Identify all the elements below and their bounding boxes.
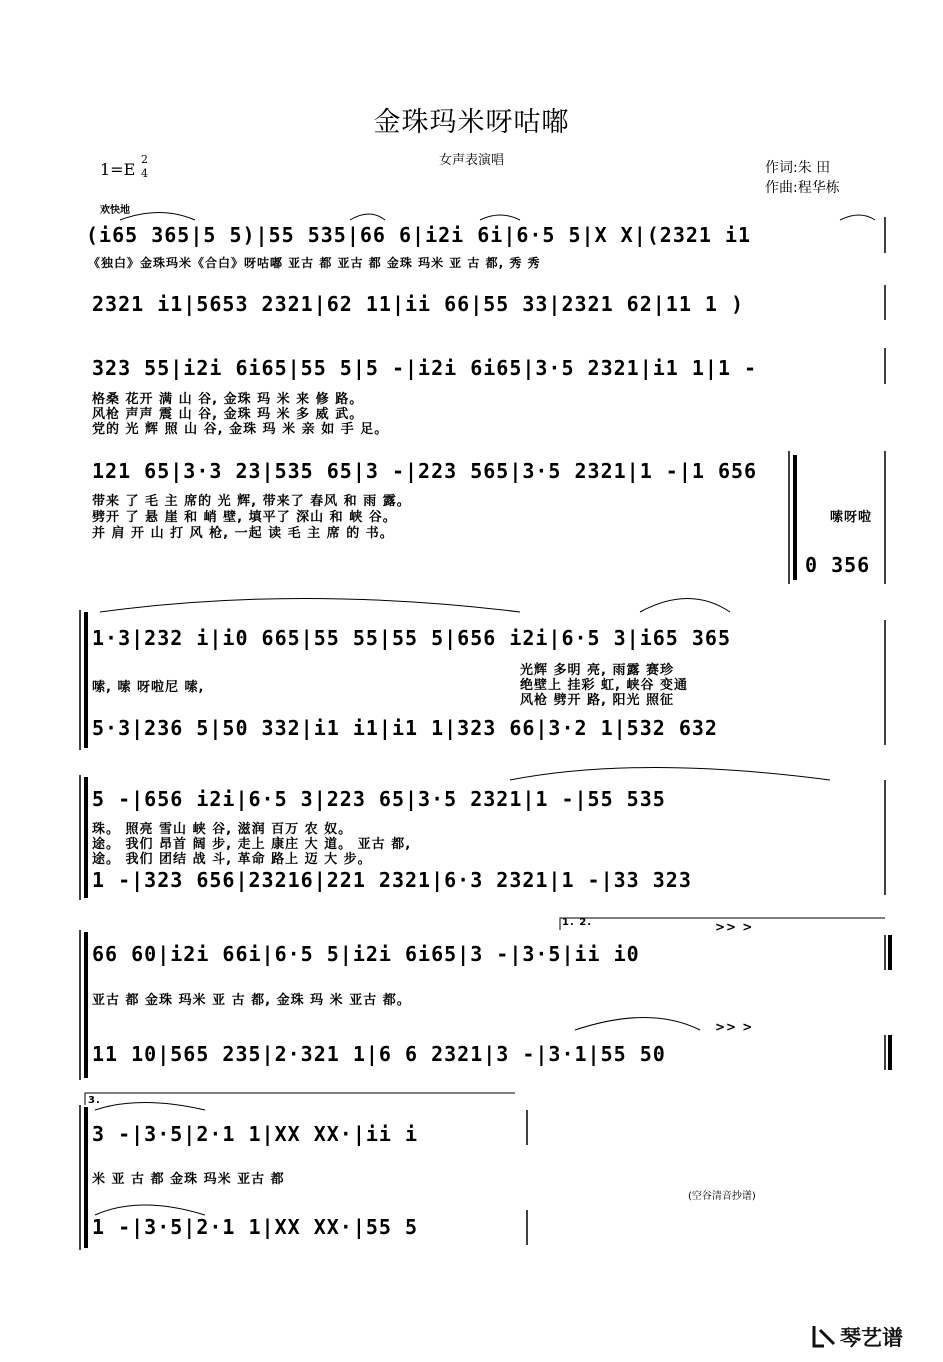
- lyricist-credit: 作词:朱 田: [765, 160, 831, 176]
- key-signature: 1=E: [100, 160, 136, 179]
- volta-3: 3.: [88, 1095, 101, 1106]
- notation-line-6-lower: 1 -|323 656|23216|221 2321|6·3 2321|1 -|33 323: [92, 868, 692, 892]
- copyist-note: (空谷清音抄谱): [688, 1191, 756, 1202]
- time-signature-top: 2: [141, 153, 148, 166]
- notation-line-8-lower: 1 -|3·5|2·1 1|XX XX·|55 5: [92, 1215, 419, 1239]
- lyric-line-3-verse-1: 格桑 花开 满 山 谷, 金珠 玛 米 来 修 路。: [92, 392, 364, 407]
- accent-marks-upper: >> >: [715, 920, 754, 934]
- song-title: 金珠玛米呀咕嘟: [373, 107, 570, 138]
- lyric-line-3-verse-3: 党的 光 辉 照 山 谷, 金珠 玛 米 亲 如 手 足。: [92, 422, 389, 437]
- accent-marks-lower: >> >: [715, 1020, 754, 1034]
- tempo-marking: 欢快地: [100, 205, 130, 216]
- brand-logo-icon: [810, 1322, 838, 1350]
- notation-line-8-upper: 3 -|3·5|2·1 1|XX XX·|ii i: [92, 1122, 419, 1146]
- lyric-line-5-verse-1: 光辉 多明 亮, 雨露 赛珍: [520, 663, 675, 678]
- lyric-line-3-verse-2: 风枪 声声 震 山 谷, 金珠 玛 米 多 威 武。: [92, 407, 364, 422]
- notation-line-4-lower: 0 356: [805, 553, 871, 577]
- notation-line-6-upper: 5 -|656 i2i|6·5 3|223 65|3·5 2321|1 -|55 535: [92, 787, 666, 811]
- notation-line-7-lower: 11 10|565 235|2·321 1|6 6 2321|3 -|3·1|55 50: [92, 1042, 666, 1066]
- time-signature-bottom: 4: [141, 167, 148, 180]
- notation-line-7-upper: 66 60|i2i 66i|6·5 5|i2i 6i65|3 -|3·5|ii i0: [92, 942, 640, 966]
- lyric-line-4-verse-1: 带来 了 毛 主 席的 光 辉, 带来了 春风 和 雨 露。: [92, 494, 411, 509]
- lyric-line-6-verse-1: 珠。 照亮 雪山 峡 谷, 滋润 百万 农 奴。: [92, 822, 353, 837]
- song-subtitle: 女声表演唱: [438, 153, 504, 168]
- notation-line-5-upper: 1·3|232 i|i0 665|55 55|55 5|656 i2i|6·5 3|i65 365: [92, 626, 732, 650]
- notation-line-1: (i65 365|5 5)|55 535|66 6|i2i 6i|6·5 5|X X|(2321 i1: [86, 223, 752, 247]
- lyric-line-5-verse-2: 绝壁上 挂彩 虹, 峡谷 变通: [520, 678, 689, 693]
- notation-line-5-lower: 5·3|236 5|50 332|i1 i1|i1 1|323 66|3·2 1|532 632: [92, 716, 718, 740]
- notation-line-3: 323 55|i2i 6i65|55 5|5 -|i2i 6i65|3·5 2321|i1 1|1 -: [92, 356, 758, 380]
- lyric-line-6-verse-2: 途。 我们 昂首 阔 步, 走上 康庄 大 道。 亚古 都,: [92, 837, 412, 852]
- side-lyric: 嗦呀啦: [830, 510, 873, 525]
- notation-line-2: 2321 i1|5653 2321|62 11|ii 66|55 33|2321 62|11 1 ): [92, 292, 745, 316]
- composer-credit: 作曲:程华栋: [765, 180, 840, 196]
- volta-1-2: 1. 2.: [562, 917, 592, 928]
- lyric-line-7: 亚古 都 金珠 玛米 亚 古 都, 金珠 玛 米 亚古 都。: [92, 993, 411, 1008]
- lyric-line-6-verse-3: 途。 我们 团结 战 斗, 革命 路上 迈 大 步。: [92, 852, 372, 867]
- lyric-line-5-verse-3: 风枪 劈开 路, 阳光 照征: [520, 693, 675, 708]
- lyric-line-8: 米 亚 古 都 金珠 玛米 亚古 都: [92, 1172, 285, 1187]
- lyric-line-4-verse-3: 并 肩 开 山 打 风 枪, 一起 读 毛 主 席 的 书。: [92, 526, 394, 541]
- lyric-line-5-chorus: 嗦, 嗦 呀啦尼 嗦,: [92, 680, 205, 695]
- notation-line-4: 121 65|3·3 23|535 65|3 -|223 565|3·5 2321|1 -|1 656: [92, 459, 758, 483]
- brand-name: 琴艺谱: [840, 1326, 903, 1350]
- lyric-line-1: 《独白》金珠玛米《合白》呀咕嘟 亚古 都 亚古 都 金珠 玛米 亚 古 都, 秀 秀: [88, 256, 541, 270]
- lyric-line-4-verse-2: 劈开 了 悬 崖 和 峭 壁, 填平了 深山 和 峡 谷。: [92, 510, 397, 525]
